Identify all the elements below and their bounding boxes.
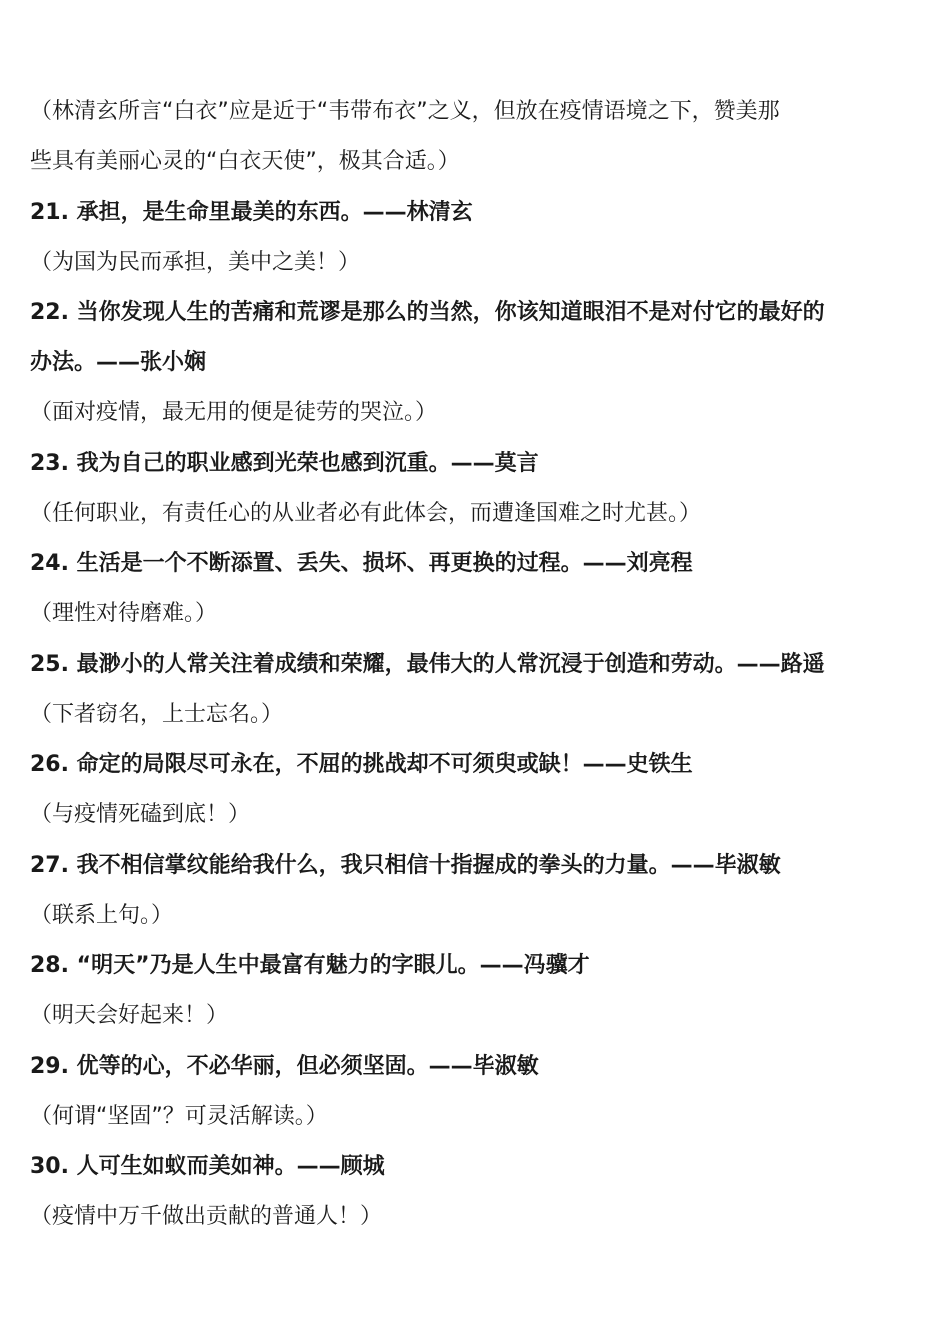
quote-number: 27. bbox=[30, 853, 69, 878]
quote-29 bbox=[30, 1051, 930, 1083]
intro-line-1: （林清玄所言“白衣”应是近于“韦带布衣”之义，但放在疫情语境之下，赞美那 bbox=[30, 99, 780, 124]
quote-number: 26. bbox=[30, 752, 69, 777]
quote-number: 29. bbox=[30, 1054, 69, 1079]
comment-28: （明天会好起来！） bbox=[30, 1003, 229, 1028]
quote-26 bbox=[30, 749, 930, 781]
quote-25 bbox=[30, 649, 930, 681]
quote-number: 21. bbox=[30, 200, 69, 225]
quote-number: 30. bbox=[30, 1154, 69, 1179]
quote-number: 25. bbox=[30, 652, 69, 677]
comment-22: （面对疫情，最无用的便是徒劳的哭泣。） bbox=[30, 400, 438, 425]
quote-number: 24. bbox=[30, 551, 69, 576]
comment-24: （理性对待磨难。） bbox=[30, 601, 218, 626]
quote-number: 28. bbox=[30, 953, 69, 978]
quote-text: “明天”乃是人生中最富有魅力的字眼儿。——冯骥才 bbox=[76, 953, 590, 978]
comment-25: （下者窃名，上士忘名。） bbox=[30, 702, 284, 727]
quote-23 bbox=[30, 448, 930, 480]
comment-29: （何谓“坚固”？可灵活解读。） bbox=[30, 1104, 328, 1129]
quote-text: 生活是一个不断添置、丢失、损坏、再更换的过程。——刘亮程 bbox=[76, 551, 693, 576]
comment-23: （任何职业，有责任心的从业者必有此体会，而遭逢国难之时尤甚。） bbox=[30, 501, 702, 526]
comment-21: （为国为民而承担，美中之美！） bbox=[30, 250, 361, 275]
quote-21 bbox=[30, 197, 930, 229]
quote-24 bbox=[30, 548, 930, 580]
quote-text: 优等的心，不必华丽，但必须坚固。——毕淑敏 bbox=[76, 1054, 539, 1079]
quote-30 bbox=[30, 1151, 930, 1183]
quote-number: 23. bbox=[30, 451, 69, 476]
quote-text: 承担，是生命里最美的东西。——林清玄 bbox=[76, 200, 473, 225]
quote-text: 人可生如蚁而美如神。——顾城 bbox=[76, 1154, 385, 1179]
quote-22-line-2: 办法。——张小娴 bbox=[30, 350, 207, 375]
comment-27: （联系上句。） bbox=[30, 903, 174, 928]
intro-line-2: 些具有美丽心灵的“白衣天使”，极其合适。） bbox=[30, 149, 460, 174]
quote-text: 当你发现人生的苦痛和荒谬是那么的当然，你该知道眼泪不是对付它的最好的 bbox=[76, 300, 825, 325]
quote-text: 命定的局限尽可永在，不屈的挑战却不可须臾或缺！——史铁生 bbox=[76, 752, 693, 777]
quote-number: 22. bbox=[30, 300, 69, 325]
quote-28 bbox=[30, 950, 930, 982]
quote-text: 最渺小的人常关注着成绩和荣耀，最伟大的人常沉浸于创造和劳动。——路遥 bbox=[76, 652, 825, 677]
comment-26: （与疫情死磕到底！） bbox=[30, 802, 251, 827]
quote-text: 我为自己的职业感到光荣也感到沉重。——莫言 bbox=[76, 451, 539, 476]
quote-27 bbox=[30, 850, 930, 882]
quote-22 bbox=[30, 297, 930, 329]
comment-30: （疫情中万千做出贡献的普通人！） bbox=[30, 1204, 383, 1229]
quote-text: 我不相信掌纹能给我什么，我只相信十指握成的拳头的力量。——毕淑敏 bbox=[76, 853, 781, 878]
